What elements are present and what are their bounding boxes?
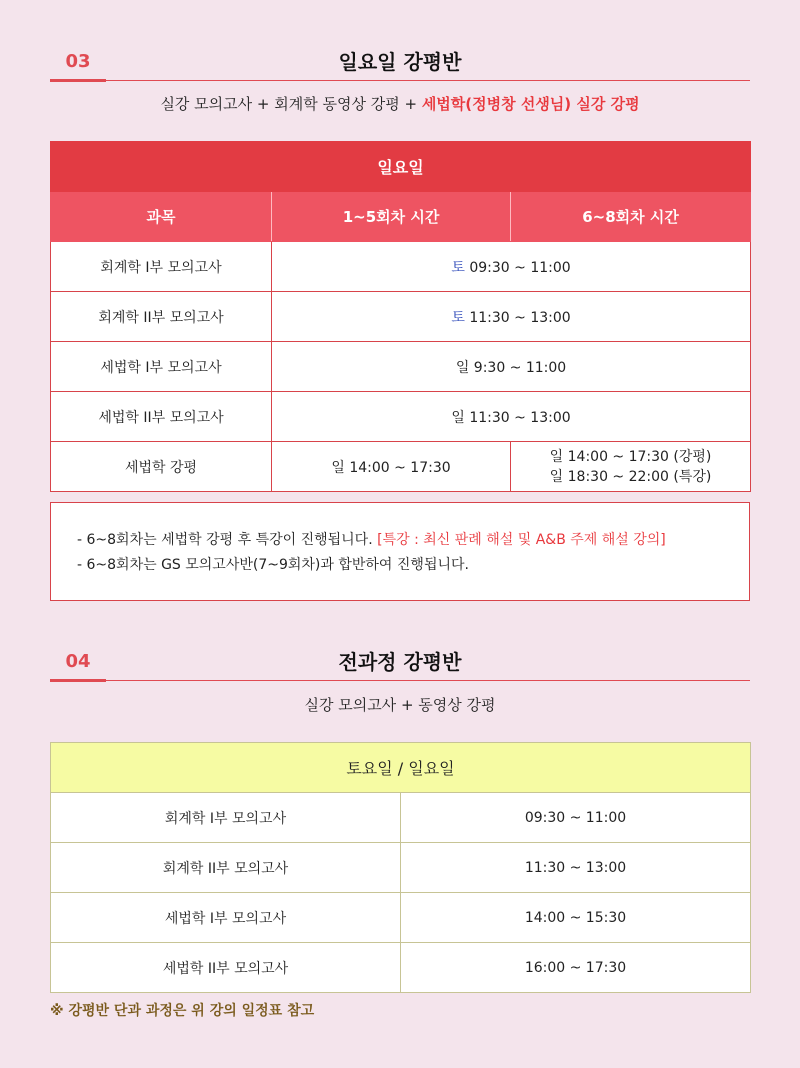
- table-row: [51, 392, 751, 442]
- column-header-time2: 6~8회차 시간: [511, 192, 751, 242]
- note-line-2: - 6~8회차는 GS 모의고사반(7~9회차)과 합반하여 진행됩니다.: [77, 557, 469, 573]
- time-cell: 11:30 ~ 13:00: [401, 843, 751, 893]
- time-cell: 일 11:30 ~ 13:00: [272, 392, 751, 442]
- notes-box: [50, 502, 750, 601]
- table-header-day: 토요일 / 일요일: [51, 743, 751, 793]
- subject-cell: 회계학 I부 모의고사: [51, 793, 401, 843]
- note-text: - 6~8회차는 세법학 강평 후 특강이 진행됩니다.: [77, 532, 378, 548]
- time-cell: 16:00 ~ 17:30: [401, 943, 751, 993]
- section-04-subtitle: 실강 모의고사 + 동영상 강평: [304, 696, 496, 714]
- table-row: [51, 793, 751, 843]
- table-row: [51, 843, 751, 893]
- table-row: [51, 943, 751, 993]
- time-label: 09:30 ~ 11:00: [464, 259, 571, 276]
- time-line: 일 18:30 ~ 22:00 (특강): [549, 468, 712, 485]
- subject-cell: 회계학 II부 모의고사: [51, 292, 272, 342]
- table-row: [51, 292, 751, 342]
- time-cell-multi: [511, 442, 751, 492]
- column-header-time1: 1~5회차 시간: [272, 192, 511, 242]
- subject-cell: 회계학 II부 모의고사: [51, 843, 401, 893]
- note-highlight: [특강 : 최신 판례 해설 및 A&B 주제 해설 강의]: [377, 532, 666, 548]
- day-label: 토: [451, 309, 465, 326]
- section-title: 전과정 강평반: [338, 650, 462, 674]
- time-line: 일 14:00 ~ 17:30 (강평): [549, 448, 712, 465]
- subject-cell: 세법학 II부 모의고사: [51, 392, 272, 442]
- table-row: [51, 893, 751, 943]
- table-row: [51, 442, 751, 492]
- subtitle-plain: 실강 모의고사 + 회계학 동영상 강평 +: [160, 95, 422, 113]
- table-header-day: 일요일: [51, 142, 751, 192]
- time-cell: 09:30 ~ 11:00: [401, 793, 751, 843]
- time-cell: 일 9:30 ~ 11:00: [272, 342, 751, 392]
- section-title: 일요일 강평반: [338, 50, 462, 74]
- time-cell: [272, 242, 751, 292]
- subject-cell: 세법학 I부 모의고사: [51, 342, 272, 392]
- note-line-1: [77, 529, 666, 549]
- table-row: [51, 342, 751, 392]
- day-label: 토: [451, 259, 465, 276]
- full-course-schedule-table: [50, 742, 751, 993]
- section-number: 03: [50, 49, 106, 82]
- section-03-subtitle: [50, 93, 750, 114]
- time-cell: 14:00 ~ 15:30: [401, 893, 751, 943]
- subject-cell: 회계학 I부 모의고사: [51, 242, 272, 292]
- subtitle-highlight: 세법학(정병창 선생님) 실강 강평: [421, 95, 640, 113]
- subject-cell: 세법학 강평: [51, 442, 272, 492]
- time-cell: 일 14:00 ~ 17:30: [272, 442, 511, 492]
- subject-cell: 세법학 II부 모의고사: [51, 943, 401, 993]
- section-04-header: [50, 648, 750, 681]
- sunday-schedule-table: [50, 141, 751, 492]
- column-header-subject: 과목: [51, 192, 272, 242]
- time-label: 11:30 ~ 13:00: [464, 309, 571, 326]
- time-cell: [272, 292, 751, 342]
- table-row: [51, 242, 751, 292]
- subject-cell: 세법학 I부 모의고사: [51, 893, 401, 943]
- section-03-header: [50, 48, 750, 81]
- section-number: 04: [50, 649, 106, 682]
- footnote: ※ 강평반 단과 과정은 위 강의 일정표 참고: [50, 1003, 315, 1019]
